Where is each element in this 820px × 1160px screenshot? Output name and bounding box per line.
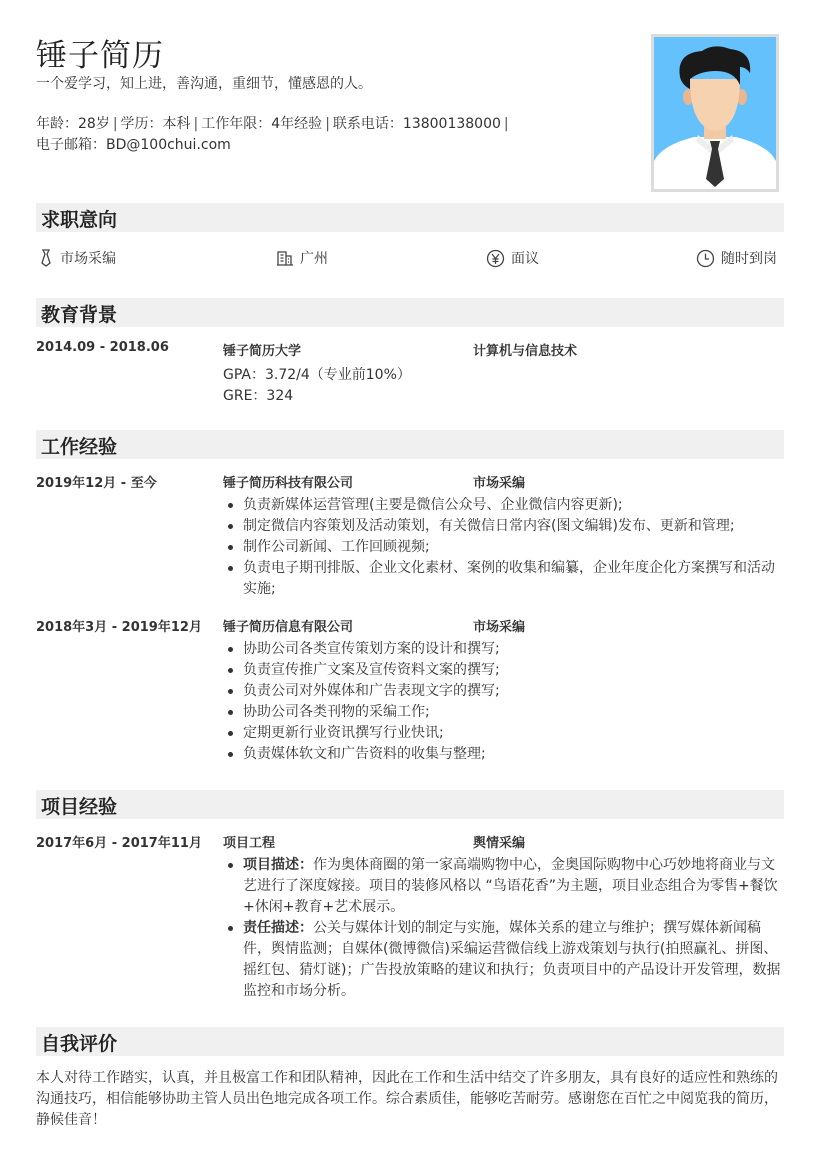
job-role: 市场采编 <box>473 620 526 635</box>
yen-circle-icon <box>486 249 505 268</box>
intent-city-label: 广州 <box>300 251 328 267</box>
section-title: 项目经验 <box>41 796 118 818</box>
building-icon <box>276 249 294 267</box>
section-header-intent <box>36 203 784 232</box>
self-evaluation-text: 本人对待工作踏实，认真，并且极富工作和团队精神，因此在工作和生活中结交了许多朋友，具有良好的适应性和熟练的沟通技巧，相信能够协助主管人员出色地完成各项工作。综合素质佳，能够吃苦耐劳。感谢您在百忙之中阅览我的简历，静候佳音！ <box>36 1070 778 1128</box>
list-item: 协助公司各类刊物的采编工作; <box>223 702 783 723</box>
job-date: 2018年3月 - 2019年12月 <box>36 620 202 635</box>
company-name: 锤子简历信息有限公司 <box>223 620 354 635</box>
email-info: 电子邮箱：BD@100chui.com <box>36 137 231 153</box>
school-name: 锤子简历大学 <box>223 344 302 359</box>
degree-info: 学历：本科 <box>120 116 191 132</box>
resume-name: 锤子简历 <box>36 38 164 74</box>
project-responsibility: 责任描述：公关与媒体计划的制定与实施，媒体关系的建立与维护；撰写媒体新闻稿件，舆情监测；自媒体(微博微信)采编运营微信线上游戏策划与执行(拍照赢礼、拼图、摇红包、猜灯谜)；广告投放策略的建议和执行；负责项目中的产品设计开发管理，数据监控和市场分析。 <box>223 918 783 1002</box>
education-date: 2014.09 - 2018.06 <box>36 340 169 355</box>
list-item: 定期更新行业资讯撰写行业快讯; <box>223 723 783 744</box>
section-header-self-eval <box>36 1027 784 1056</box>
clock-icon <box>696 249 715 268</box>
section-title: 工作经验 <box>41 436 118 458</box>
experience-info: 工作年限：4年经验 <box>201 116 323 132</box>
list-item: 负责电子期刊排版、企业文化素材、案例的收集和编纂，企业年度企化方案撰写和活动实施; <box>223 558 783 600</box>
job-role: 市场采编 <box>473 476 526 491</box>
motto: 一个爱学习，知上进，善沟通，重细节，懂感恩的人。 <box>36 76 372 92</box>
company-name: 锤子简历科技有限公司 <box>223 476 354 491</box>
major-name: 计算机与信息技术 <box>473 344 578 359</box>
list-item: 负责宣传推广文案及宣传资料文案的撰写; <box>223 660 783 681</box>
project-date: 2017年6月 - 2017年11月 <box>36 836 202 851</box>
list-item: 协助公司各类宣传策划方案的设计和撰写; <box>223 639 783 660</box>
job-duties-list <box>223 495 783 600</box>
list-item: 制作公司新闻、工作回顾视频; <box>223 537 783 558</box>
tie-icon <box>38 249 54 267</box>
gre-line: GRE：324 <box>223 388 294 404</box>
intent-position-label: 市场采编 <box>60 251 116 267</box>
section-title: 教育背景 <box>41 304 118 326</box>
project-name: 项目工程 <box>223 836 276 851</box>
project-role: 舆情采编 <box>473 836 526 851</box>
avatar <box>651 34 779 192</box>
list-item: 制定微信内容策划及活动策划，有关微信日常内容(图文编辑)发布、更新和管理; <box>223 516 783 537</box>
intent-position <box>38 248 116 268</box>
intent-salary-label: 面议 <box>511 251 539 267</box>
list-item: 负责公司对外媒体和广告表现文字的撰写; <box>223 681 783 702</box>
list-item: 负责新媒体运营管理(主要是微信公众号、企业微信内容更新); <box>223 495 783 516</box>
section-title: 求职意向 <box>41 209 118 231</box>
job-duties-list <box>223 639 783 765</box>
list-item: 负责媒体软文和广告资料的收集与整理; <box>223 744 783 765</box>
person-avatar-icon <box>654 37 776 189</box>
intent-city <box>276 248 328 268</box>
job-date: 2019年12月 - 至今 <box>36 476 157 491</box>
intent-availability-label: 随时到岗 <box>721 251 777 267</box>
section-header-work <box>36 430 784 459</box>
intent-availability <box>696 248 777 268</box>
age-info: 年龄：28岁 <box>36 116 110 132</box>
intent-salary <box>486 248 539 268</box>
gpa-line: GPA：3.72/4（专业前10%） <box>223 367 411 383</box>
section-header-project <box>36 790 784 819</box>
section-header-education <box>36 298 784 327</box>
project-details-list <box>223 855 783 1002</box>
phone-info: 联系电话：13800138000 <box>332 116 501 132</box>
section-title: 自我评价 <box>41 1033 118 1055</box>
basic-info-line: 年龄：28岁 | 学历：本科 | 工作年限：4年经验 | 联系电话：13800138000 | <box>36 116 509 132</box>
project-description: 项目描述：作为奥体商圈的第一家高端购物中心，金奥国际购物中心巧妙地将商业与文艺进行了深度嫁接。项目的装修风格以 “鸟语花香”为主题，项目业态组合为零售+餐饮+休闲+教育+艺术展示。 <box>223 855 783 918</box>
